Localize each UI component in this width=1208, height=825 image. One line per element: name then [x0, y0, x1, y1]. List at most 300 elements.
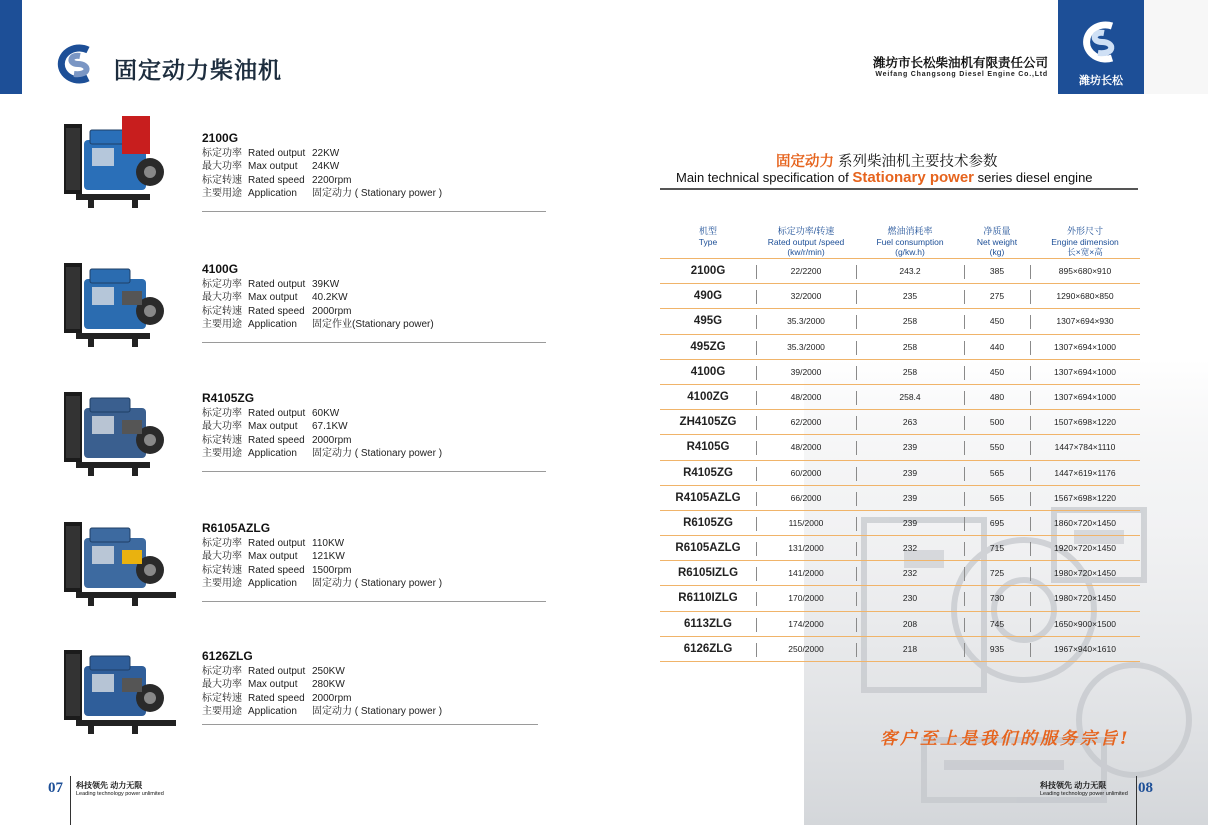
- column-separator: [1030, 492, 1031, 506]
- table-row: [660, 536, 1140, 561]
- data-cell: 218: [902, 643, 918, 654]
- column-separator: [856, 391, 857, 405]
- table-row: [660, 511, 1140, 536]
- data-cell: 32/2000: [790, 291, 822, 302]
- data-cell: 1567×698×1220: [1054, 492, 1116, 503]
- data-cell: 1980×720×1450: [1054, 593, 1116, 604]
- table-row: [660, 410, 1140, 435]
- spec-label-en: Application: [248, 448, 297, 460]
- spec-row: [202, 434, 442, 448]
- column-separator: [756, 290, 757, 304]
- page-number: 08: [1138, 780, 1153, 796]
- column-separator: [1030, 567, 1031, 581]
- column-separator: [756, 315, 757, 329]
- model-cell: R4105AZLG: [675, 491, 741, 504]
- table-row: [660, 360, 1140, 385]
- engine-image: [62, 112, 184, 212]
- spec-value: 2000rpm: [312, 434, 352, 446]
- column-separator: [756, 341, 757, 355]
- table-header-cell: [756, 226, 856, 258]
- column-separator: [964, 315, 965, 329]
- engine-image: [62, 251, 184, 351]
- spec-row: [202, 447, 442, 461]
- data-cell: 141/2000: [788, 568, 824, 579]
- column-separator: [964, 492, 965, 506]
- spec-value: 60KW: [312, 407, 340, 419]
- spec-value: 2000rpm: [312, 305, 352, 317]
- column-separator: [1030, 315, 1031, 329]
- column-separator: [756, 618, 757, 632]
- spec-label-en: Max output: [248, 421, 298, 433]
- spec-value: 24KW: [312, 161, 340, 173]
- spec-row: [202, 420, 442, 434]
- table-title-en: [676, 169, 1093, 186]
- model-cell: R6105AZLG: [675, 542, 741, 555]
- spec-label-en: Max output: [248, 551, 298, 563]
- column-separator: [964, 592, 965, 606]
- spec-value: 1500rpm: [312, 564, 352, 576]
- spec-label-en: Application: [248, 319, 297, 331]
- data-cell: 243.2: [899, 266, 921, 276]
- header-en: Rated output /speed: [767, 236, 845, 247]
- column-separator: [1030, 467, 1031, 481]
- model-cell: 6126ZLG: [683, 642, 733, 655]
- company-name-cn: 潍坊市长松柴油机有限责任公司: [872, 56, 1048, 70]
- spec-row: [202, 407, 442, 421]
- spec-label-en: Application: [248, 706, 297, 718]
- spec-row: [202, 577, 442, 591]
- footer-slogan-en: Leading technology power unlimited: [76, 791, 164, 797]
- product-divider: [202, 471, 546, 472]
- page-title: 固定动力柴油机: [114, 58, 282, 84]
- spec-block: [202, 132, 442, 201]
- footer-slogan: [1040, 781, 1128, 799]
- spec-label-en: Rated output: [248, 278, 306, 290]
- data-cell: 385: [989, 266, 1005, 276]
- spec-label-en: Application: [248, 578, 297, 590]
- table-header-cell: [1030, 226, 1140, 258]
- brand-box: [1058, 0, 1144, 94]
- column-separator: [1030, 441, 1031, 455]
- service-slogan: 客户至上是我们的服务宗旨!: [880, 729, 1131, 749]
- spec-label-cn: 最大功率: [202, 421, 242, 433]
- column-separator: [756, 592, 757, 606]
- header-unit: (kg): [989, 247, 1005, 257]
- data-cell: 62/2000: [790, 417, 822, 428]
- header-cn: 机型: [698, 226, 717, 236]
- spec-label-en: Rated speed: [248, 174, 305, 186]
- table-row: [660, 461, 1140, 486]
- spec-label-cn: 标定功率: [202, 278, 242, 290]
- data-cell: 174/2000: [788, 618, 824, 629]
- spec-row: [202, 665, 442, 679]
- data-cell: 60/2000: [790, 467, 822, 478]
- spec-value: 67.1KW: [312, 421, 348, 433]
- spec-value: 250KW: [312, 665, 345, 677]
- column-separator: [856, 441, 857, 455]
- table-title-en-accent: Stationary power: [852, 169, 975, 186]
- spec-row: [202, 291, 434, 305]
- spec-label-en: Rated speed: [248, 434, 305, 446]
- column-separator: [964, 290, 965, 304]
- table-row: [660, 284, 1140, 309]
- table-title-cn: [776, 150, 998, 171]
- data-cell: 232: [902, 568, 918, 579]
- table-row: [660, 612, 1140, 637]
- spec-block: [202, 263, 434, 332]
- data-cell: 131/2000: [788, 543, 824, 554]
- column-separator: [1030, 341, 1031, 355]
- table-row: [660, 637, 1140, 662]
- product-model: 6126ZLG: [202, 649, 253, 663]
- data-cell: 1307×694×1000: [1054, 391, 1116, 402]
- data-cell: 235: [902, 291, 918, 302]
- spec-value: 2000rpm: [312, 692, 352, 704]
- column-separator: [964, 517, 965, 531]
- column-separator: [964, 567, 965, 581]
- table-title-en-pre: Main technical specification of: [676, 170, 853, 185]
- spec-label-cn: 标定转速: [202, 564, 242, 576]
- column-separator: [856, 290, 857, 304]
- data-cell: 230: [902, 593, 918, 604]
- table-title-cn-rest: 系列柴油机主要技术参数: [834, 154, 998, 170]
- data-cell: 239: [902, 492, 918, 503]
- data-cell: 275: [989, 291, 1005, 302]
- data-cell: 239: [902, 517, 918, 528]
- column-separator: [964, 618, 965, 632]
- spec-value: 39KW: [312, 278, 340, 290]
- footer-slogan: [76, 781, 164, 799]
- column-separator: [756, 492, 757, 506]
- column-separator: [964, 341, 965, 355]
- column-separator: [1030, 618, 1031, 632]
- table-header-cell: [964, 226, 1030, 258]
- data-cell: 1290×680×850: [1056, 291, 1114, 302]
- column-separator: [856, 366, 857, 380]
- data-cell: 1980×720×1450: [1054, 568, 1116, 579]
- spec-label-en: Rated output: [248, 537, 306, 549]
- column-separator: [964, 441, 965, 455]
- header-unit: (kw/r/min): [787, 247, 825, 257]
- column-separator: [856, 618, 857, 632]
- spec-table: [660, 226, 1140, 662]
- column-separator: [1030, 366, 1031, 380]
- data-cell: 170/2000: [788, 593, 824, 604]
- column-separator: [856, 467, 857, 481]
- column-separator: [1030, 542, 1031, 556]
- spec-value: 110KW: [312, 537, 345, 549]
- model-cell: 4100G: [690, 365, 726, 378]
- spec-label-cn: 标定功率: [202, 147, 242, 159]
- spec-label-cn: 标定转速: [202, 174, 242, 186]
- spec-label-cn: 标定转速: [202, 692, 242, 704]
- data-cell: 239: [902, 442, 918, 453]
- data-cell: 480: [989, 391, 1005, 402]
- header-cn: 外形尺寸: [1066, 226, 1103, 236]
- column-separator: [856, 592, 857, 606]
- spec-value: 固定动力 ( Stationary power ): [312, 706, 443, 718]
- spec-label-cn: 主要用途: [202, 706, 242, 718]
- column-separator: [964, 366, 965, 380]
- data-cell: 1967×940×1610: [1054, 643, 1116, 654]
- data-cell: 1307×694×1000: [1054, 366, 1116, 377]
- title-underline: [660, 188, 1138, 190]
- data-cell: 550: [989, 442, 1005, 453]
- model-cell: 490G: [693, 290, 723, 303]
- data-cell: 258: [902, 316, 918, 327]
- column-separator: [756, 643, 757, 657]
- column-separator: [1030, 592, 1031, 606]
- column-separator: [856, 341, 857, 355]
- company-name-en: Weifang Changsong Diesel Engine Co.,Ltd: [875, 71, 1048, 78]
- spec-label-cn: 主要用途: [202, 448, 242, 460]
- data-cell: 500: [989, 417, 1005, 428]
- spec-block: [202, 650, 442, 719]
- data-cell: 48/2000: [790, 442, 822, 453]
- table-row: [660, 309, 1140, 334]
- product-model: 4100G: [202, 262, 239, 276]
- product-entry: [62, 502, 552, 622]
- data-cell: 450: [989, 366, 1005, 377]
- column-separator: [964, 542, 965, 556]
- spec-row: [202, 678, 442, 692]
- footer-slogan-cn: 科技领先 动力无限: [1040, 781, 1107, 790]
- data-cell: 1507×698×1220: [1054, 417, 1116, 428]
- data-cell: 1307×694×1000: [1054, 341, 1116, 352]
- spec-row: [202, 705, 442, 719]
- column-separator: [856, 567, 857, 581]
- table-header: [660, 226, 1140, 258]
- column-separator: [856, 492, 857, 506]
- page-number: 07: [48, 780, 63, 796]
- table-row: [660, 259, 1140, 284]
- spec-value: 固定动力 ( Stationary power ): [312, 578, 443, 590]
- header-en: Net weight: [976, 236, 1018, 247]
- product-divider: [202, 342, 546, 343]
- product-divider: [202, 724, 538, 725]
- right-page: [604, 0, 1208, 825]
- table-row: [660, 435, 1140, 460]
- column-separator: [964, 467, 965, 481]
- data-cell: 263: [902, 417, 918, 428]
- spec-value: 固定作业(Stationary power): [312, 319, 434, 331]
- data-cell: 715: [989, 543, 1005, 554]
- spec-label-en: Max output: [248, 292, 298, 304]
- column-separator: [856, 517, 857, 531]
- data-cell: 1447×619×1176: [1054, 467, 1116, 478]
- spec-label-en: Rated speed: [248, 305, 305, 317]
- spec-row: [202, 187, 442, 201]
- data-cell: 232: [902, 543, 918, 554]
- column-separator: [756, 416, 757, 430]
- model-cell: 6113ZLG: [684, 617, 732, 630]
- column-separator: [1030, 391, 1031, 405]
- header-unit: (g/kw.h): [895, 247, 925, 257]
- spec-block: [202, 522, 442, 591]
- spec-label-en: Rated output: [248, 665, 306, 677]
- header-strip: [1144, 0, 1208, 94]
- column-separator: [1030, 416, 1031, 430]
- spec-row: [202, 305, 434, 319]
- spec-row: [202, 160, 442, 174]
- model-cell: 2100G: [690, 265, 726, 277]
- data-cell: 725: [989, 568, 1005, 579]
- table-row: [660, 335, 1140, 360]
- column-separator: [1030, 290, 1031, 304]
- data-cell: 258.4: [899, 391, 921, 402]
- column-separator: [756, 391, 757, 405]
- model-cell: R6105IZLG: [677, 567, 739, 580]
- table-row: [660, 385, 1140, 410]
- column-separator: [756, 441, 757, 455]
- footer-divider: [70, 776, 71, 825]
- spec-label-en: Max output: [248, 161, 298, 173]
- data-cell: 258: [902, 341, 918, 352]
- table-row: [660, 586, 1140, 611]
- header-cn: 燃油消耗率: [887, 226, 933, 236]
- table-body: [660, 258, 1140, 662]
- column-separator: [756, 366, 757, 380]
- data-cell: 1920×720×1450: [1054, 543, 1116, 554]
- data-cell: 1307×694×930: [1056, 316, 1114, 327]
- column-separator: [856, 315, 857, 329]
- spec-value: 固定动力 ( Stationary power ): [312, 448, 443, 460]
- model-cell: R6105ZG: [683, 516, 733, 529]
- column-separator: [964, 416, 965, 430]
- table-header-cell: [856, 226, 964, 258]
- spec-label-en: Application: [248, 188, 297, 200]
- table-title-en-post: series diesel engine: [974, 170, 1093, 185]
- header-en: Type: [698, 236, 718, 247]
- spec-block: [202, 392, 442, 461]
- spec-label-cn: 标定功率: [202, 537, 242, 549]
- spec-label-cn: 标定转速: [202, 305, 242, 317]
- spec-label-cn: 最大功率: [202, 551, 242, 563]
- footer-slogan-cn: 科技领先 动力无限: [76, 781, 143, 790]
- data-cell: 39/2000: [790, 366, 822, 377]
- brand-logo-text: 潍坊长松: [1079, 75, 1123, 87]
- model-cell: ZH4105ZG: [679, 416, 737, 429]
- header-en: Fuel consumption: [876, 236, 944, 247]
- data-cell: 35.3/2000: [787, 341, 825, 352]
- column-separator: [964, 265, 965, 279]
- column-separator: [756, 542, 757, 556]
- data-cell: 450: [989, 316, 1005, 327]
- product-divider: [202, 601, 546, 602]
- data-cell: 895×680×910: [1058, 266, 1112, 276]
- data-cell: 565: [989, 467, 1005, 478]
- engine-image: [62, 510, 184, 610]
- column-separator: [964, 643, 965, 657]
- data-cell: 35.3/2000: [787, 316, 825, 327]
- footer-slogan-en: Leading technology power unlimited: [1040, 791, 1128, 797]
- spec-row: [202, 318, 434, 332]
- table-row: [660, 486, 1140, 511]
- column-separator: [856, 542, 857, 556]
- engine-image: [62, 638, 184, 738]
- spec-label-cn: 主要用途: [202, 188, 242, 200]
- header-en: Engine dimension: [1051, 236, 1119, 247]
- cs-logo-icon: [1072, 18, 1130, 66]
- model-cell: R4105G: [686, 441, 730, 454]
- data-cell: 1447×784×1110: [1054, 442, 1116, 453]
- spec-row: [202, 147, 442, 161]
- data-cell: 935: [989, 643, 1005, 654]
- column-separator: [964, 391, 965, 405]
- product-entry: [62, 372, 552, 492]
- cs-logo-icon: [50, 42, 106, 86]
- spec-label-cn: 最大功率: [202, 292, 242, 304]
- model-cell: R6110IZLG: [678, 592, 738, 605]
- product-entry: [62, 243, 552, 363]
- data-cell: 695: [989, 517, 1005, 528]
- spec-value: 40.2KW: [312, 292, 348, 304]
- footer-divider: [1136, 776, 1137, 825]
- blue-tab-decoration: [0, 0, 22, 94]
- product-divider: [202, 211, 546, 212]
- data-cell: 440: [989, 341, 1005, 352]
- data-cell: 258: [902, 366, 918, 377]
- column-separator: [756, 517, 757, 531]
- spec-label-cn: 主要用途: [202, 578, 242, 590]
- column-separator: [756, 567, 757, 581]
- data-cell: 115/2000: [788, 517, 824, 528]
- model-cell: R4105ZG: [683, 466, 733, 479]
- data-cell: 250/2000: [788, 643, 824, 654]
- spec-label-en: Rated speed: [248, 692, 305, 704]
- header-cn: 标定功率/转速: [777, 226, 835, 236]
- spec-value: 121KW: [312, 551, 345, 563]
- spec-row: [202, 537, 442, 551]
- table-title-cn-accent: 固定动力: [776, 154, 834, 170]
- spec-row: [202, 174, 442, 188]
- data-cell: 1650×900×1500: [1054, 618, 1116, 629]
- data-cell: 208: [902, 618, 918, 629]
- spec-label-en: Rated speed: [248, 564, 305, 576]
- column-separator: [756, 265, 757, 279]
- header-unit: 长×宽×高: [1067, 247, 1103, 257]
- header-cn: 净质量: [983, 226, 1011, 236]
- spec-label-cn: 最大功率: [202, 161, 242, 173]
- spec-row: [202, 278, 434, 292]
- spec-label-en: Rated output: [248, 407, 306, 419]
- column-separator: [856, 265, 857, 279]
- column-separator: [1030, 265, 1031, 279]
- model-cell: 495G: [693, 315, 723, 328]
- spec-value: 22KW: [312, 147, 340, 159]
- spec-row: [202, 550, 442, 564]
- product-entry: [62, 112, 552, 232]
- spec-label-cn: 最大功率: [202, 679, 242, 691]
- data-cell: 565: [989, 492, 1005, 503]
- spec-label-cn: 标定功率: [202, 665, 242, 677]
- spec-label-cn: 主要用途: [202, 319, 242, 331]
- table-header-cell: [660, 226, 756, 247]
- product-entry: [62, 630, 552, 750]
- data-cell: 239: [902, 467, 918, 478]
- engine-image: [62, 380, 184, 480]
- data-cell: 66/2000: [790, 492, 822, 503]
- spec-value: 固定动力 ( Stationary power ): [312, 188, 443, 200]
- spec-label-en: Max output: [248, 679, 298, 691]
- model-cell: 4100ZG: [687, 390, 729, 403]
- data-cell: 730: [989, 593, 1005, 604]
- column-separator: [856, 416, 857, 430]
- data-cell: 745: [989, 618, 1005, 629]
- model-cell: 495ZG: [690, 340, 726, 353]
- spec-row: [202, 564, 442, 578]
- data-cell: 22/2200: [790, 266, 822, 276]
